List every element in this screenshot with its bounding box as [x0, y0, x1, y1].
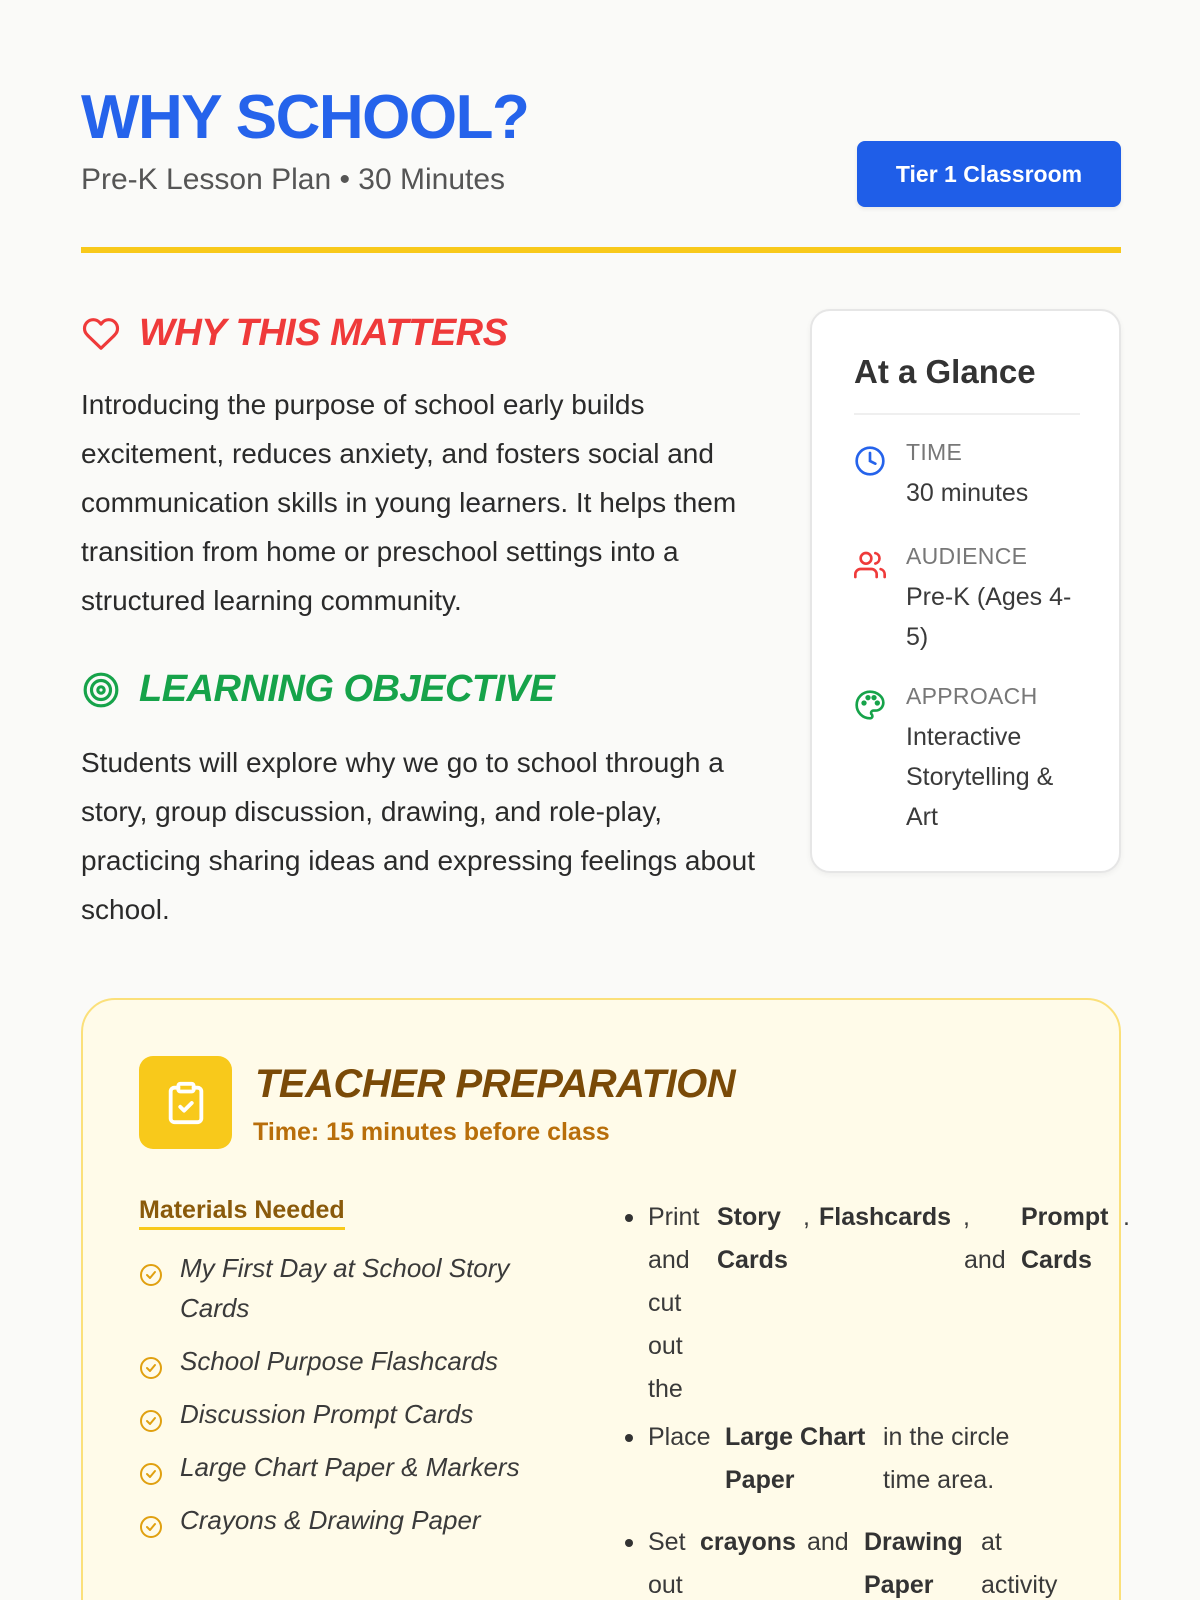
step-bold: Drawing Paper: [864, 1528, 963, 1599]
header-divider: [81, 247, 1121, 253]
clock-icon: [854, 445, 886, 477]
learning-objective-heading: [81, 668, 554, 711]
clipboard-check-icon: [139, 1056, 232, 1149]
list-item: [139, 1248, 559, 1328]
step-text: and: [964, 1246, 1006, 1274]
tier-1-classroom-button[interactable]: Tier 1 Classroom: [857, 141, 1121, 207]
step-separator: ,: [963, 1203, 970, 1231]
step-bold: Large Chart Paper: [725, 1423, 866, 1494]
glance-value: 30 minutes: [906, 479, 1029, 507]
material-text: Discussion Prompt Cards: [180, 1399, 474, 1429]
prep-steps-list: [623, 1196, 1143, 1599]
glance-title: At a Glance: [854, 353, 1036, 390]
why-heading-text: WHY THIS MATTERS: [139, 312, 508, 354]
check-circle-icon: [139, 1351, 163, 1375]
step-bold: Flashcards: [819, 1203, 952, 1231]
material-text: Large Chart Paper & Markers: [180, 1452, 520, 1482]
step-text: .: [1123, 1203, 1130, 1231]
prep-title: TEACHER PREPARATION: [255, 1062, 736, 1106]
material-text: My First Day at School Story Cards: [180, 1253, 510, 1323]
glance-label: TIME: [906, 439, 963, 465]
glance-divider: [854, 413, 1080, 415]
step-bold: Prompt Cards: [1021, 1203, 1109, 1274]
teacher-preparation-card: [81, 998, 1130, 1600]
list-item: [139, 1500, 559, 1540]
glance-label: AUDIENCE: [906, 543, 1028, 569]
material-text: Crayons & Drawing Paper: [180, 1505, 481, 1535]
list-item: [139, 1447, 559, 1487]
materials-heading: Materials Needed: [139, 1196, 345, 1230]
step-bold: crayons: [700, 1528, 796, 1556]
step-text: in the circle time area.: [883, 1423, 1010, 1494]
objective-paragraph: Students will explore why we go to school through a story, group discussion, drawing, and role-play, practicing sharing ideas and expressing feelings about school.: [81, 747, 755, 925]
at-a-glance-card: [810, 309, 1121, 873]
step-text: at activity: [981, 1528, 1058, 1599]
glance-label: APPROACH: [906, 683, 1038, 709]
prep-step: [623, 1196, 1143, 1416]
palette-icon: [854, 689, 886, 721]
material-text: School Purpose Flashcards: [180, 1346, 498, 1376]
users-icon: [854, 549, 886, 581]
materials-list: [139, 1248, 559, 1540]
page-subtitle: Pre-K Lesson Plan • 30 Minutes: [81, 163, 506, 196]
target-icon: [81, 670, 121, 710]
step-text: Place: [648, 1423, 711, 1451]
step-bold: Story Cards: [717, 1203, 788, 1274]
check-circle-icon: [139, 1510, 163, 1534]
check-circle-icon: [139, 1258, 163, 1282]
glance-value: Interactive Storytelling & Art: [906, 723, 1054, 831]
why-this-matters-heading: [81, 312, 507, 355]
heart-icon: [81, 314, 121, 354]
prep-step: [623, 1416, 1143, 1521]
page-title: WHY SCHOOL?: [81, 83, 529, 152]
list-item: [139, 1341, 559, 1381]
glance-value: Pre-K (Ages 4-5): [906, 583, 1072, 651]
check-circle-icon: [139, 1404, 163, 1428]
step-text: and: [807, 1528, 849, 1556]
step-text: Print and cut out the: [648, 1203, 700, 1403]
step-separator: ,: [803, 1203, 810, 1231]
objective-heading-text: LEARNING OBJECTIVE: [139, 668, 555, 710]
check-circle-icon: [139, 1457, 163, 1481]
lesson-plan-page: [81, 0, 1130, 1600]
why-paragraph: Introducing the purpose of school early builds excitement, reduces anxiety, and fosters social and communication skills in young learners. It helps them transition from home or preschool settings into a structured learning community.: [81, 389, 737, 616]
prep-time: Time: 15 minutes before class: [253, 1118, 610, 1146]
list-item: [139, 1394, 559, 1434]
step-text: Set out: [648, 1528, 686, 1599]
